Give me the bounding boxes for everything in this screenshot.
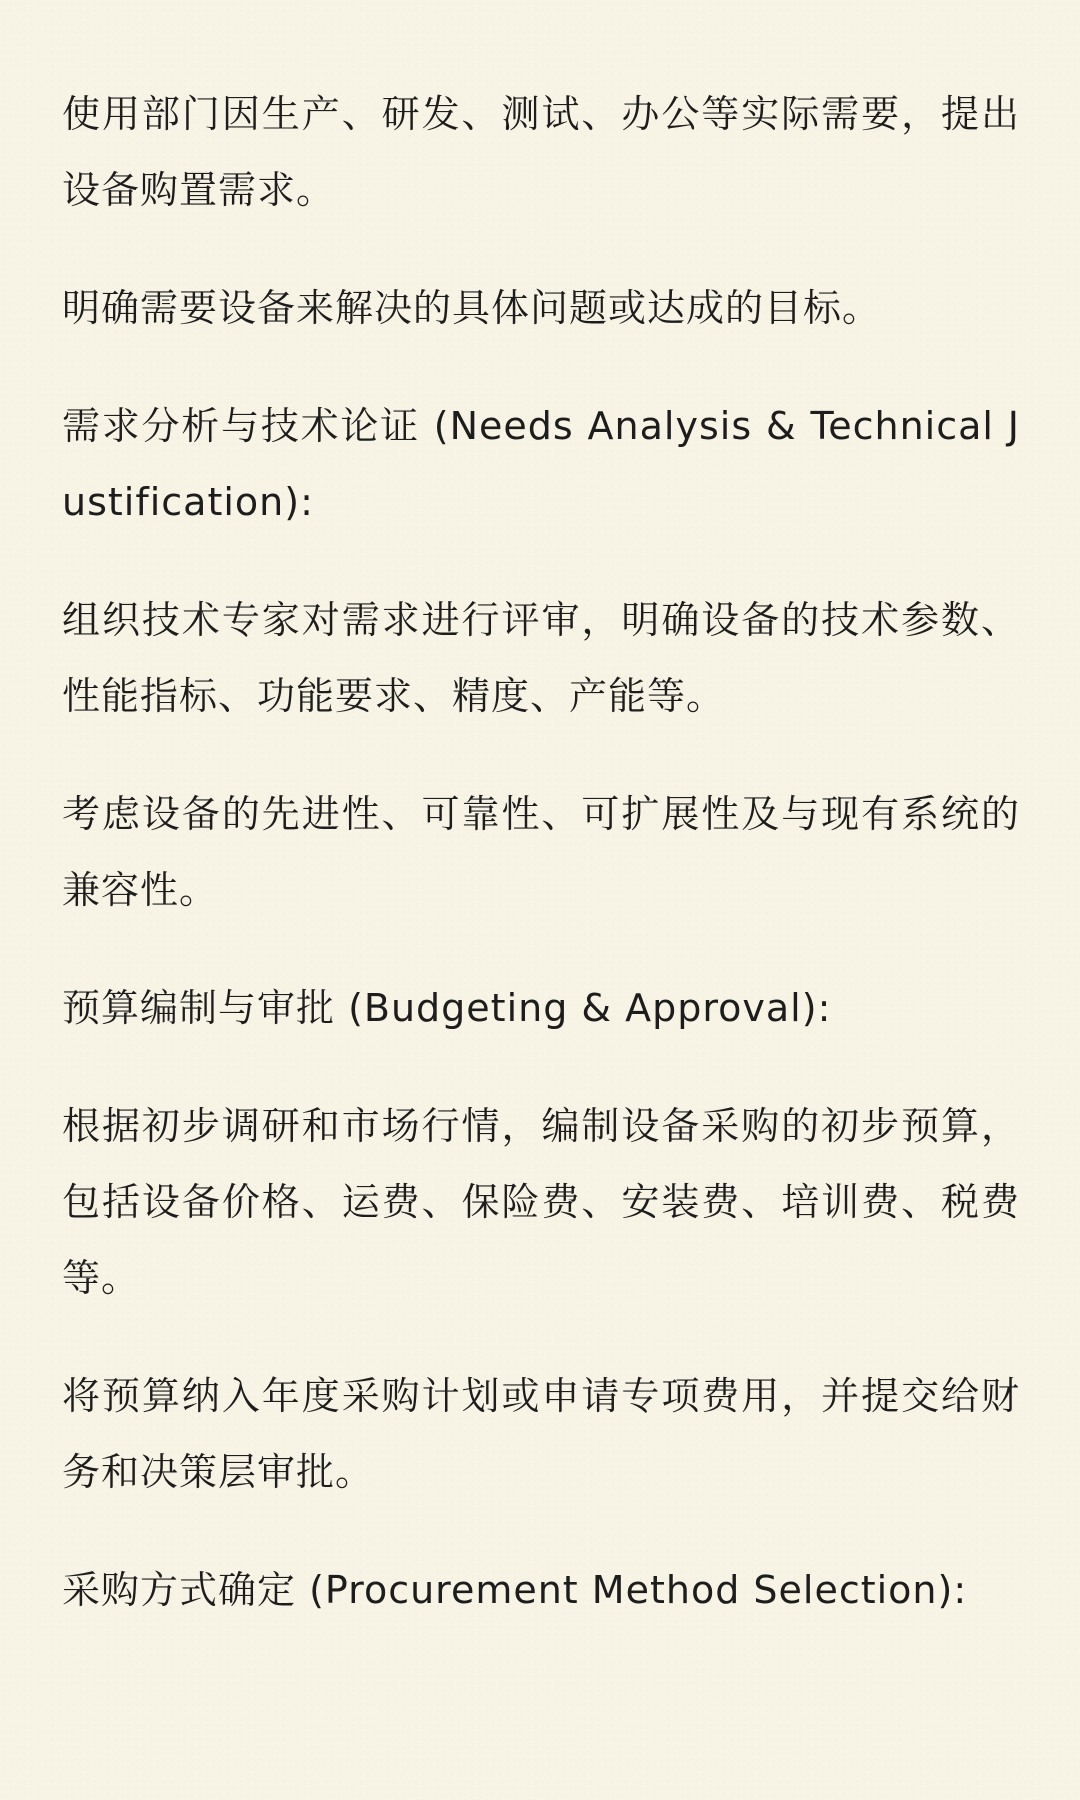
paragraph-compatibility: 考虑设备的先进性、可靠性、可扩展性及与现有系统的兼容性。 <box>62 792 1020 912</box>
section-heading-needs-analysis: 需求分析与技术论证 (Needs Analysis & Technical Justification): <box>62 404 1020 524</box>
section-heading-budgeting: 预算编制与审批 (Budgeting & Approval): <box>62 986 832 1030</box>
document-body <box>62 76 1020 1670</box>
paragraph-budget-preparation: 根据初步调研和市场行情，编制设备采购的初步预算，包括设备价格、运费、保险费、安装费、培训费、税费等。 <box>62 1104 1020 1300</box>
paragraph-technical-review: 组织技术专家对需求进行评审，明确设备的技术参数、性能指标、功能要求、精度、产能等。 <box>62 598 1020 718</box>
paragraph-problem-goal: 明确需要设备来解决的具体问题或达成的目标。 <box>62 286 882 330</box>
paragraph-budget-approval: 将预算纳入年度采购计划或申请专项费用，并提交给财务和决策层审批。 <box>62 1374 1020 1494</box>
section-heading-procurement-method: 采购方式确定 (Procurement Method Selection): <box>62 1568 968 1612</box>
paragraph-purchase-request: 使用部门因生产、研发、测试、办公等实际需要，提出设备购置需求。 <box>62 92 1020 212</box>
